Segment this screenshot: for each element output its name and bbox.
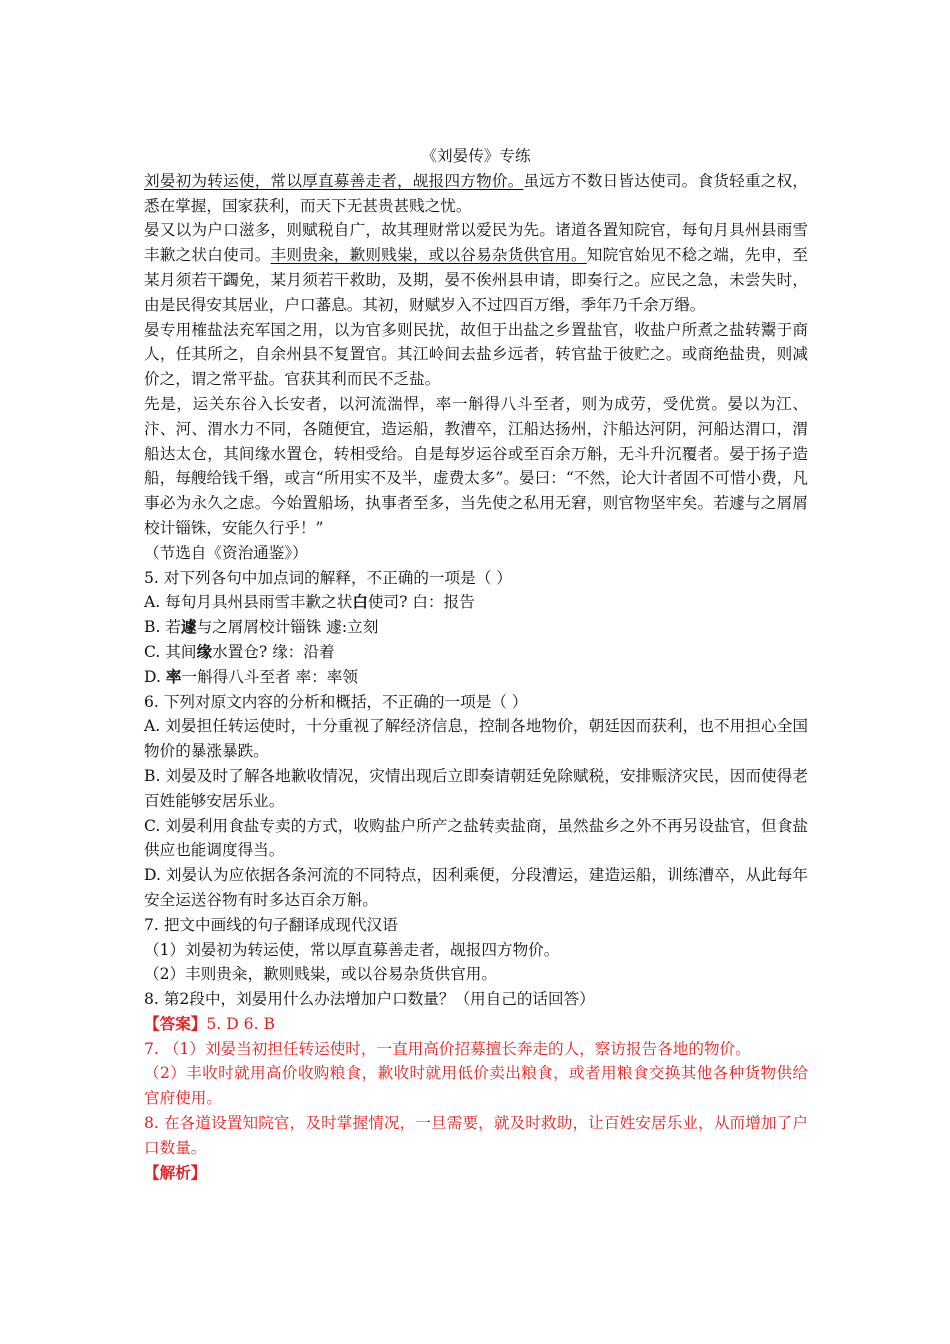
passage-paragraph-2: 晏又以为户口滋多，则赋税自广，故其理财常以爱民为先。诸道各置知院官，每旬月具州县雨雪丰歉之状白使司。丰则贵籴，歉则贱粜，或以谷易杂货供官用。知院官始见不稔之端，先申，至某月须若干蠲免，某月须若干救助，及期，晏不俟州县申请，即奏行之。应民之急，未尝失时，由是民得安其居业，户口蕃息。其初，财赋岁入不过四百万缗，季年乃千余万缗。 — [144, 221, 808, 314]
answer-line — [144, 1012, 808, 1037]
dotted-word: 率 — [165, 666, 182, 686]
passage-paragraph-4: 先是，运关东谷入长安者，以河流湍悍，率一斛得八斗至者，则为成劳，受优赏。晏以为江、汴、河、渭水力不同，各随便宜，造运船，教漕卒，江船达扬州，汴船达河阴，河船达渭口，渭船达太仓，其间缘水置仓，转相受给。自是每岁运谷或至百余万斛，无斗升沉覆者。晏于扬子造船，每艘给钱千缗，或言“所用实不及半，虚费太多”。晏曰：“不然，论大计者固不可惜小费，凡事必为永久之虑。今始置船场，执事者至多，当先使之私用无窘，则官物坚牢矣。若遽与之屑屑校计锱铢，安能久行乎！” — [144, 394, 808, 537]
answer-7-2: （2）丰收时就用高价收购粮食，歉收时就用低价卖出粮食，或者用粮食交换其他各种货物供给官府使用。 — [144, 1064, 808, 1108]
passage-paragraph-1: 刘晏初为转运使，常以厚直募善走者，觇报四方物价。虽远方不数日皆达使司。食货轻重之权，悉在掌握，国家获利，而天下无甚贵甚贱之忧。 — [144, 171, 808, 215]
question-5-option-a: A. 每旬月具州县雨雪丰歉之状白使司? 白：报告 — [144, 592, 475, 612]
dotted-word: 遽 — [180, 617, 197, 637]
question-6-stem: 6. 下列对原文内容的分析和概括，不正确的一项是（ ） — [144, 692, 528, 711]
document-title: 《刘晏传》专练 — [421, 147, 531, 165]
answer-8: 8. 在各道设置知院官，及时掌握情况，一旦需要，就及时救助，让百姓安居乐业，从而增加了户口数量。 — [144, 1114, 808, 1157]
question-5-option-c: C. 其间缘水置仓? 缘：沿着 — [144, 641, 335, 661]
question-5-option-b: B. 若遽与之屑屑校计锱铢 遽:立刻 — [144, 617, 379, 637]
question-6-option-a: A. 刘晏担任转运使时，十分重视了解经济信息，控制各地物价，朝廷因而获利，也不用担心全国物价的暴涨暴跌。 — [144, 717, 808, 761]
question-5-option-d: D. 率一斛得八斗至者 率：率领 — [144, 666, 358, 686]
question-5-stem: 5. 对下列各句中加点词的解释，不正确的一项是（ ） — [144, 568, 512, 587]
answer-mc: 5. D 6. B — [206, 1014, 275, 1033]
question-7-sentence-2: （2）丰则贵籴，歉则贱粜，或以谷易杂货供官用。 — [144, 965, 497, 984]
answer-label: 【答案】 — [144, 1013, 207, 1033]
underlined-sentence-2: 丰则贵籴，歉则贱粜，或以谷易杂货供官用。 — [270, 246, 587, 265]
underlined-sentence-1: 刘晏初为转运使，常以厚直募善走者，觇报四方物价。 — [144, 171, 524, 190]
dotted-word: 缘 — [196, 641, 213, 661]
analysis-label: 【解析】 — [144, 1162, 207, 1182]
passage-paragraph-3: 晏专用榷盐法充军国之用，以为官多则民扰，故但于出盐之乡置盐官，收盐户所煮之盐转鬻于商人，任其所之，自余州县不复置官。其江岭间去盐乡远者，转官盐于彼贮之。或商绝盐贵，则减价之，谓之常平盐。官获其利而民不乏盐。 — [144, 320, 808, 389]
question-7-sentence-1: （1）刘晏初为转运使，常以厚直募善走者，觇报四方物价。 — [144, 940, 560, 959]
question-6-option-c: C. 刘晏利用食盐专卖的方式，收购盐户所产之盐转卖盐商，虽然盐乡之外不再另设盐官，但食盐供应也能调度得当。 — [144, 816, 808, 860]
question-7-stem: 7. 把文中画线的句子翻译成现代汉语 — [144, 915, 398, 934]
answer-7-1: 7. （1）刘晏当初担任转运使时，一直用高价招募擅长奔走的人，察访报告各地的物价。 — [144, 1039, 751, 1058]
passage-source: （节选自《资治通鉴》） — [144, 543, 308, 562]
question-8-stem: 8. 第2段中，刘晏用什么办法增加户口数量？（用自己的话回答） — [144, 990, 595, 1009]
question-6-option-b: B. 刘晏及时了解各地歉收情况，灾情出现后立即奏请朝廷免除赋税，安排赈济灾民，因而使得老百姓能够安居乐业。 — [144, 766, 808, 810]
question-6-option-d: D. 刘晏认为应依据各条河流的不同特点，因利乘便，分段漕运，建造运船，训练漕卒，从此每年安全运送谷物有时多达百余万斛。 — [144, 866, 808, 909]
document-content — [144, 144, 808, 1185]
dotted-word: 白 — [352, 592, 368, 612]
